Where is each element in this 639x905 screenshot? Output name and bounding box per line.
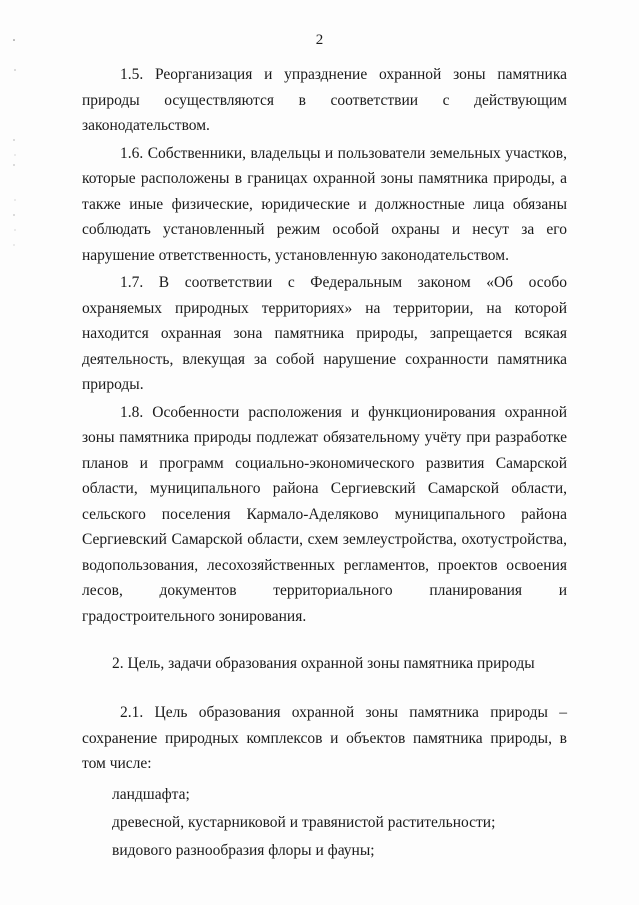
list-item: видового разнообразия флоры и фауны;: [112, 841, 375, 859]
paragraph-2-1: 2.1. Цель образования охранной зоны памятника природы – сохранение природных комплексов и объектов памятника природы, в том числе:: [82, 704, 567, 772]
page-number: 2: [315, 32, 324, 48]
scan-artifact-dots: [12, 30, 18, 270]
paragraph-1-8: 1.8. Особенности расположения и функционирования охранной зоны памятника природы подлежат обязательному учёту при разработке планов и программ социально-экономического развития Самарской области, муниципального района Сергиевский Самарской области, сельского поселения Кармало-Аделяково муниципального района Сергиевский Самарской области, схем землеустройства, охотустройства, водопользования, лесохозяйственных регламентов, проектов освоения лесов, документов территориального планирования и градостроительного зонирования.: [82, 403, 567, 625]
paragraph-1-7: 1.7. В соответствии с Федеральным законом «Об особо охраняемых природных территориях» на территории, на которой находится охранная зона памятника природы, запрещается всякая деятельность, влекущая за собой нарушение сохранности памятника природы.: [82, 274, 567, 393]
list-item: ландшафта;: [112, 785, 190, 803]
section-heading: 2. Цель, задачи образования охранной зоны памятника природы: [112, 655, 535, 672]
goals-list: [82, 781, 567, 865]
paragraph-1-6: 1.6. Собственники, владельцы и пользователи земельных участков, которые расположены в границах охранной зоны памятника природы, а также иные физические, юридические и должностные лица обязаны соблюдать установленный режим особой охраны и несут за его нарушение ответственность, установленную законодательством.: [82, 144, 567, 264]
document-body: [82, 60, 567, 865]
list-item: древесной, кустарниковой и травянистой растительности;: [112, 813, 496, 831]
paragraph-1-5: 1.5. Реорганизация и упразднение охранной зоны памятника природы осуществляются в соответствии с действующим законодательством.: [82, 66, 567, 134]
